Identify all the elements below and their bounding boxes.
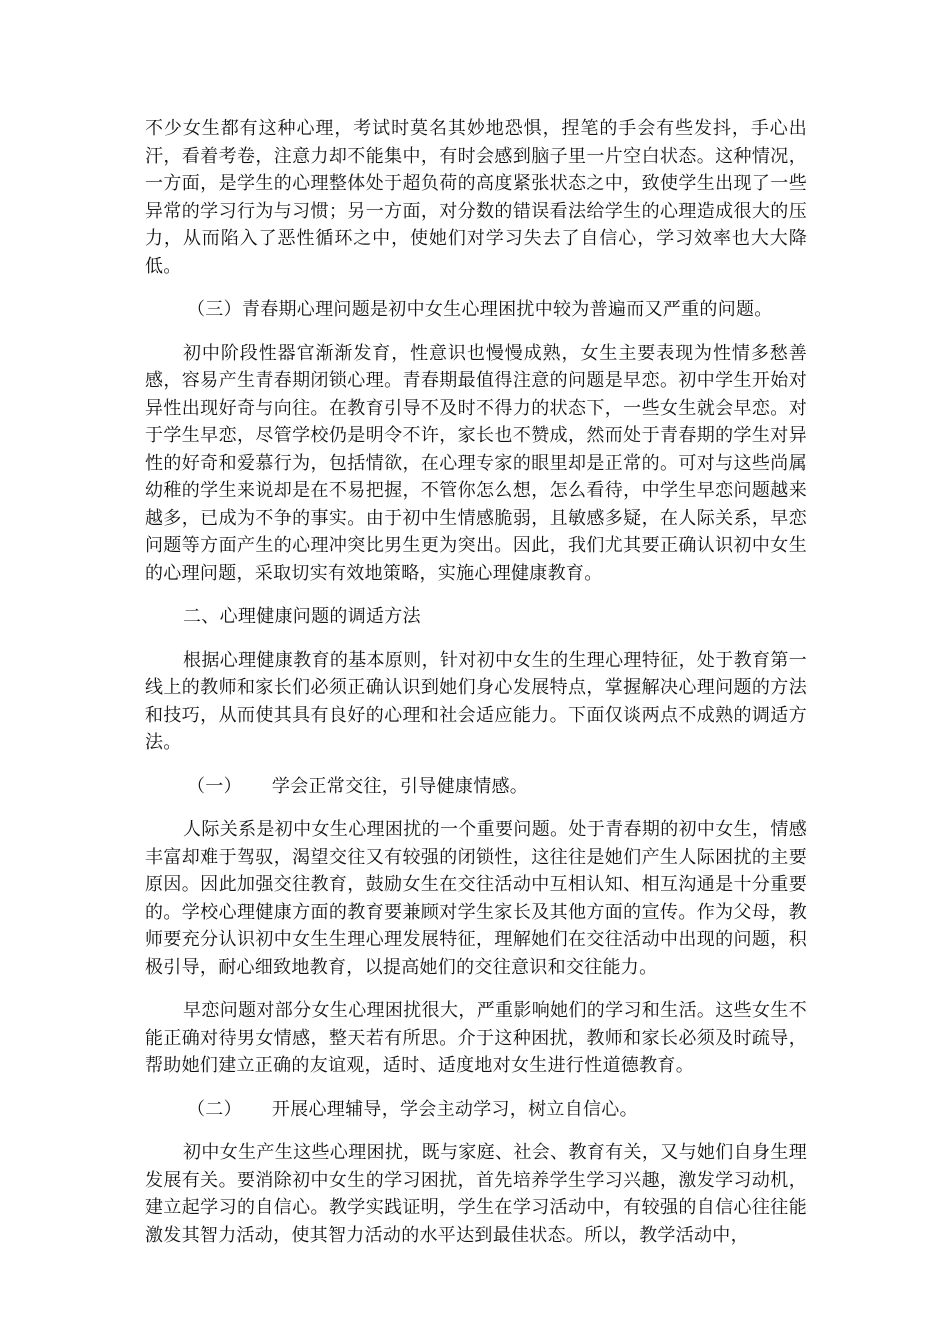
section-heading-adjustment-methods: 二、心理健康问题的调适方法 bbox=[183, 606, 421, 627]
subheading-number: （二） bbox=[187, 1098, 242, 1120]
subheading-text: 开展心理辅导，学会主动学习，树立自信心。 bbox=[271, 1098, 638, 1120]
paragraph-principles: 根据心理健康教育的基本原则，针对初中女生的生理心理特征，处于教育第一线上的教师和家长们必须正确认识到她们身心发展特点，掌握解决心理问题的方法和技巧，从而使其具有良好的心理和社会适应能力。下面仅谈两点不成熟的调适方法。 bbox=[145, 649, 807, 753]
subheading-text: 学会正常交往，引导健康情感。 bbox=[271, 775, 529, 797]
subheading-counseling bbox=[145, 1096, 807, 1124]
paragraph-adolescence: 初中阶段性器官渐渐发育，性意识也慢慢成熟，女生主要表现为性情多愁善感，容易产生青春期闭锁心理。青春期最值得注意的问题是早恋。初中学生开始对异性出现好奇与向往。在教育引导不及时不得力的状态下，一些女生就会早恋。对于学生早恋，尽管学校仍是明令不许，家长也不赞成，然而处于青春期的学生对异性的好奇和爱慕行为，包括情欲，在心理专家的眼里却是正常的。可对与这些尚属幼稚的学生来说却是在不易把握，不管你怎么想，怎么看待，中学生早恋问题越来越多，已成为不争的事实。由于初中生情感脆弱，且敏感多疑，在人际关系，早恋问题等方面产生的心理冲突比男生更为突出。因此，我们尤其要正确认识初中女生的心理问题，采取切实有效地策略，实施心理健康教育。 bbox=[145, 342, 807, 584]
paragraph-interpersonal: 人际关系是初中女生心理困扰的一个重要问题。处于青春期的初中女生，情感丰富却难于驾驭，渴望交往又有较强的闭锁性，这往往是她们产生人际困扰的主要原因。因此加强交往教育，鼓励女生在交往活动中互相认知、相互沟通是十分重要的。学校心理健康方面的教育要兼顾对学生家长及其他方面的宣传。作为父母，教师要充分认识初中女生生理心理发展特征，理解她们在交往活动中出现的问题，积极引导，耐心细致地教育，以提高她们的交往意识和交往能力。 bbox=[145, 819, 807, 978]
subheading-number: （一） bbox=[187, 775, 242, 797]
document-body bbox=[145, 115, 807, 1249]
paragraph-exam-anxiety: 不少女生都有这种心理，考试时莫名其妙地恐惧，捏笔的手会有些发抖，手心出汗，看着考卷，注意力却不能集中，有时会感到脑子里一片空白状态。这种情况，一方面，是学生的心理整体处于超负荷的高度紧张状态之中，致使学生出现了一些异常的学习行为与习惯；另一方面，对分数的错误看法给学生的心理造成很大的压力，从而陷入了恶性循环之中，使她们对学习失去了自信心，学习效率也大大降低。 bbox=[145, 118, 807, 277]
paragraph-learning-confidence: 初中女生产生这些心理困扰，既与家庭、社会、教育有关，又与她们自身生理发展有关。要消除初中女生的学习困扰，首先培养学生学习兴趣，激发学习动机，建立起学习的自信心。教学实践证明，学生在学习活动中，有较强的自信心往往能激发其智力活动，使其智力活动的水平达到最佳状态。所以，教学活动中， bbox=[145, 1142, 807, 1246]
heading-adolescence-problems: （三）青春期心理问题是初中女生心理困扰中较为普遍而又严重的问题。 bbox=[187, 299, 773, 320]
paragraph-early-love: 早恋问题对部分女生心理困扰很大，严重影响她们的学习和生活。这些女生不能正确对待男女情感，整天若有所思。介于这种困扰，教师和家长必须及时疏导，帮助她们建立正确的友谊观，适时、适度地对女生进行性道德教育。 bbox=[145, 1000, 807, 1076]
subheading-normal-communication bbox=[145, 773, 807, 801]
